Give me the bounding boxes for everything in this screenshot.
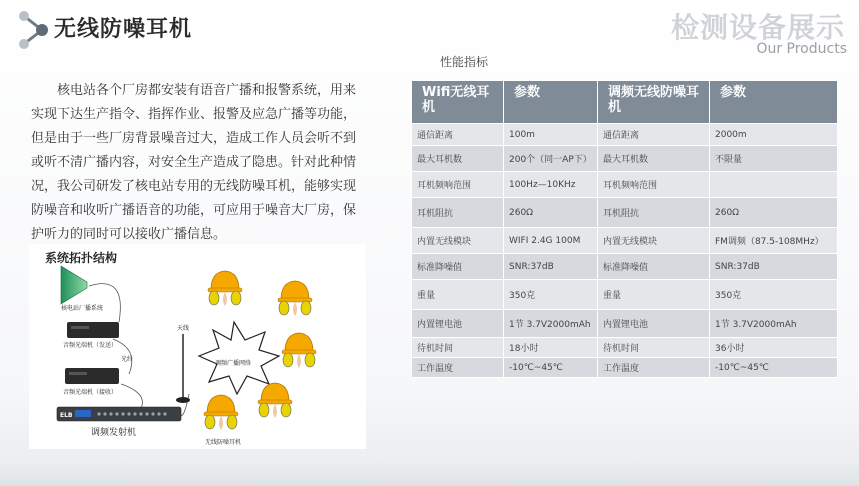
table-cell: 36小时 bbox=[710, 338, 838, 358]
table-cell: 2000m bbox=[710, 124, 838, 146]
label-optical-receiver: 音频光端机（接收） bbox=[63, 389, 118, 396]
table-cell: 不限量 bbox=[710, 146, 838, 172]
table-row bbox=[412, 198, 838, 228]
table-cell: -10℃~45℃ bbox=[710, 358, 838, 378]
table-title: 性能指标 bbox=[440, 55, 489, 69]
table-cell: 18小时 bbox=[504, 338, 598, 358]
table-row bbox=[412, 338, 838, 358]
table-cell: 通信距离 bbox=[598, 124, 710, 146]
table-row bbox=[412, 358, 838, 378]
table-row bbox=[412, 172, 838, 198]
broadcast-horn-icon bbox=[61, 266, 87, 304]
table-cell: 内置无线模块 bbox=[598, 228, 710, 254]
table-cell: -10℃~45℃ bbox=[504, 358, 598, 378]
table-row bbox=[412, 254, 838, 280]
table-cell: 内置锂电池 bbox=[598, 310, 710, 338]
table-cell: 耳机频响范围 bbox=[412, 172, 504, 198]
headset-helmet-icon bbox=[258, 383, 292, 418]
page-title: 无线防噪耳机 bbox=[54, 17, 193, 42]
table-header-row bbox=[412, 81, 838, 124]
optical-sender-device bbox=[67, 322, 119, 338]
table-row bbox=[412, 280, 838, 310]
table-cell: 内置锂电池 bbox=[412, 310, 504, 338]
intro-paragraph: 核电站各个厂房都安装有语音广播和报警系统，用来实现下达生产指令、指挥作业、报警及应急广播等功能，但是由于一些厂房背景噪音过大，造成工作人员会听不到或听不清广播内容，对安全生产造成了隐患。针对此种情况，我公司研发了核电站专用的无线防噪耳机，能够实现防噪音和收听广播语音的功能，可应用于噪音大厂房，保护听力的同时可以接收广播信息。 bbox=[31, 83, 357, 242]
broadcast-network-shape bbox=[199, 322, 279, 394]
table-cell: 重量 bbox=[412, 280, 504, 310]
table-cell: 200个（同一AP下） bbox=[504, 146, 598, 172]
header-param: 参数 bbox=[710, 81, 838, 124]
table-cell: 100m bbox=[504, 124, 598, 146]
table-cell: 350克 bbox=[504, 280, 598, 310]
table-cell: FM调频（87.5-108MHz） bbox=[710, 228, 838, 254]
topology-diagram bbox=[29, 244, 366, 449]
label-fiber: 光纤 bbox=[121, 356, 134, 363]
table-cell: 耳机频响范围 bbox=[598, 172, 710, 198]
table-cell: 100Hz—10KHz bbox=[504, 172, 598, 198]
optical-receiver-device bbox=[65, 368, 119, 384]
table-cell: 1节 3.7V2000mAh bbox=[504, 310, 598, 338]
label-broadcast-system: 核电站厂播系统 bbox=[61, 305, 104, 312]
table-row bbox=[412, 124, 838, 146]
table-cell: 重量 bbox=[598, 280, 710, 310]
table-cell: 工作温度 bbox=[598, 358, 710, 378]
table-row bbox=[412, 310, 838, 338]
table-cell: SNR:37dB bbox=[710, 254, 838, 280]
label-antenna: 天线 bbox=[177, 325, 190, 332]
table-cell: 耳机阻抗 bbox=[598, 198, 710, 228]
diagram-title: 系统拓扑结构 bbox=[45, 251, 118, 265]
headset-helmet-icon bbox=[208, 271, 242, 306]
table-cell: 工作温度 bbox=[412, 358, 504, 378]
table-cell: 标准降噪值 bbox=[412, 254, 504, 280]
table-cell: 标准降噪值 bbox=[598, 254, 710, 280]
label-broadcast-network: 调频广播网络 bbox=[215, 360, 252, 367]
table-cell: SNR:37dB bbox=[504, 254, 598, 280]
label-fm-transmitter: 调频发射机 bbox=[91, 428, 137, 438]
device-brand: ELB bbox=[60, 412, 73, 419]
table-cell: WIFI 2.4G 100M bbox=[504, 228, 598, 254]
brand-subtitle: Our Products bbox=[756, 41, 847, 57]
brand-title: 检测设备展示 bbox=[670, 11, 845, 44]
header-wifi-headset: Wifi无线耳机 bbox=[412, 81, 504, 124]
header-param: 参数 bbox=[504, 81, 598, 124]
spec-table bbox=[411, 80, 838, 378]
table-cell bbox=[710, 172, 838, 198]
table-cell: 260Ω bbox=[710, 198, 838, 228]
table-cell: 通信距离 bbox=[412, 124, 504, 146]
table-cell: 最大耳机数 bbox=[598, 146, 710, 172]
network-nodes-icon bbox=[12, 8, 52, 52]
table-row bbox=[412, 228, 838, 254]
table-cell: 待机时间 bbox=[412, 338, 504, 358]
headset-helmet-icon bbox=[278, 281, 312, 316]
table-row bbox=[412, 146, 838, 172]
table-cell: 待机时间 bbox=[598, 338, 710, 358]
footer-band bbox=[0, 458, 859, 486]
table-cell: 260Ω bbox=[504, 198, 598, 228]
headset-helmet-icon bbox=[282, 333, 316, 368]
table-cell: 1节 3.7V2000mAh bbox=[710, 310, 838, 338]
label-headset: 无线防噪耳机 bbox=[205, 439, 242, 446]
table-cell: 350克 bbox=[710, 280, 838, 310]
table-cell: 最大耳机数 bbox=[412, 146, 504, 172]
table-cell: 耳机阻抗 bbox=[412, 198, 504, 228]
headset-helmet-icon bbox=[204, 395, 238, 430]
table-cell: 内置无线模块 bbox=[412, 228, 504, 254]
header-fm-headset: 调频无线防噪耳机 bbox=[598, 81, 710, 124]
label-optical-sender: 音频光端机（发送） bbox=[63, 342, 118, 349]
